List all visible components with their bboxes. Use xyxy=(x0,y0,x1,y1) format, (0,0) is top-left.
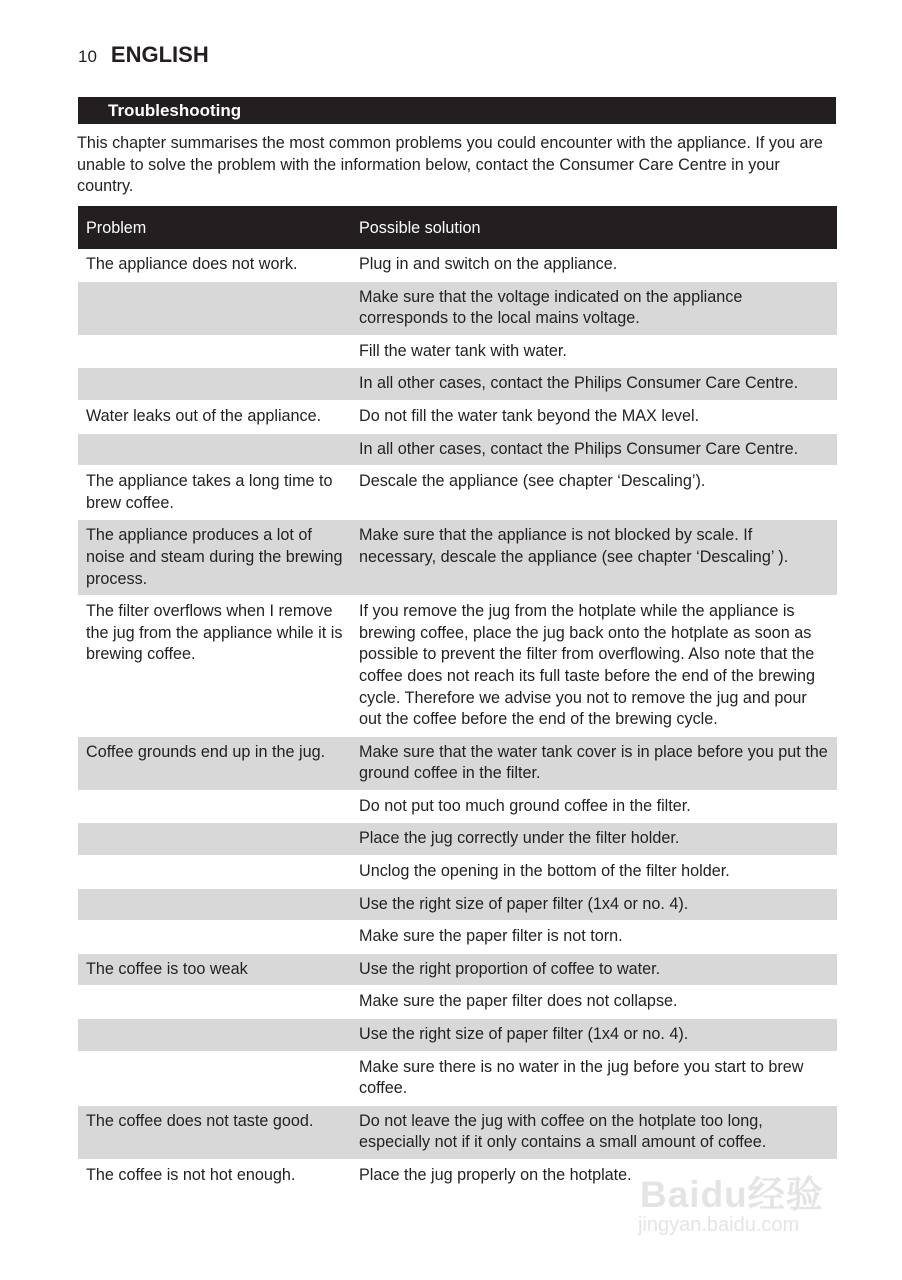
problem-cell xyxy=(78,433,351,466)
problem-cell xyxy=(78,856,351,889)
problem-cell xyxy=(78,790,351,823)
solution-cell: Place the jug correctly under the filter holder. xyxy=(351,823,837,856)
problem-cell xyxy=(78,921,351,954)
table-row xyxy=(78,856,837,889)
problem-cell: The filter overflows when I remove the jug from the appliance while it is brewing coffee. xyxy=(78,596,351,737)
column-header-problem: Problem xyxy=(78,206,351,249)
table-row xyxy=(78,520,837,596)
table-row xyxy=(78,736,837,790)
page-header xyxy=(78,42,209,68)
table-row xyxy=(78,790,837,823)
table-row xyxy=(78,1105,837,1159)
solution-cell: If you remove the jug from the hotplate while the appliance is brewing coffee, place the jug back onto the hotplate as soon as possible to prevent the filter from overflowing. Also note that the coffee does not reach its full taste before the end of the brewing cycle. Therefore we advise you not to remove the jug and pour out the coffee before the end of the brewing cycle. xyxy=(351,596,837,737)
intro-paragraph: This chapter summarises the most common problems you could encounter with the appliance. If you are unable to solve the problem with the information below, contact the Consumer Care Centre in your country. xyxy=(77,134,823,195)
solution-cell: Make sure there is no water in the jug before you start to brew coffee. xyxy=(351,1051,837,1105)
column-header-solution: Possible solution xyxy=(351,206,837,249)
table-row xyxy=(78,400,837,433)
problem-cell: The coffee is too weak xyxy=(78,953,351,986)
solution-cell: Make sure that the water tank cover is in place before you put the ground coffee in the filter. xyxy=(351,736,837,790)
table-row xyxy=(78,953,837,986)
solution-cell: Do not fill the water tank beyond the MAX level. xyxy=(351,400,837,433)
problem-cell: Coffee grounds end up in the jug. xyxy=(78,736,351,790)
problem-cell: The appliance takes a long time to brew coffee. xyxy=(78,466,351,520)
solution-cell: Use the right proportion of coffee to water. xyxy=(351,953,837,986)
problem-cell: Water leaks out of the appliance. xyxy=(78,400,351,433)
baidu-watermark xyxy=(628,1164,868,1272)
problem-cell xyxy=(78,823,351,856)
solution-cell: Do not put too much ground coffee in the filter. xyxy=(351,790,837,823)
section-title: Troubleshooting xyxy=(108,101,242,120)
solution-cell: In all other cases, contact the Philips Consumer Care Centre. xyxy=(351,433,837,466)
table-row xyxy=(78,888,837,921)
solution-cell: Use the right size of paper filter (1x4 or no. 4). xyxy=(351,888,837,921)
problem-cell xyxy=(78,888,351,921)
section-title-bar xyxy=(78,97,836,124)
watermark-logo: Baidu经验 xyxy=(640,1174,824,1215)
table-row xyxy=(78,986,837,1019)
table-row xyxy=(78,921,837,954)
table-header-row xyxy=(78,206,837,249)
solution-cell: Plug in and switch on the appliance. xyxy=(359,255,618,273)
table-row xyxy=(78,1051,837,1105)
table-row xyxy=(78,433,837,466)
table-row xyxy=(78,368,837,401)
table-row xyxy=(78,281,837,335)
problem-cell: The coffee does not taste good. xyxy=(78,1105,351,1159)
language-heading: ENGLISH xyxy=(110,42,209,67)
table-row xyxy=(78,1019,837,1052)
solution-cell: Make sure that the appliance is not blocked by scale. If necessary, descale the appliance (see chapter ‘Descaling’ ). xyxy=(351,520,837,596)
solution-cell: Use the right size of paper filter (1x4 or no. 4). xyxy=(351,1019,837,1052)
solution-cell: Make sure the paper filter does not collapse. xyxy=(351,986,837,1019)
problem-cell: The coffee is not hot enough. xyxy=(78,1160,351,1192)
table-row xyxy=(78,335,837,368)
problem-cell: The appliance does not work. xyxy=(86,255,298,273)
solution-cell: Make sure the paper filter is not torn. xyxy=(351,921,837,954)
table-row xyxy=(78,249,837,281)
problem-cell xyxy=(78,335,351,368)
solution-cell: Fill the water tank with water. xyxy=(351,335,837,368)
table-row xyxy=(78,596,837,737)
solution-cell: Do not leave the jug with coffee on the hotplate too long, especially not if it only contains a small amount of coffee. xyxy=(351,1105,837,1159)
page-number: 10 xyxy=(78,47,97,66)
problem-cell xyxy=(78,986,351,1019)
solution-cell: Place the jug properly on the hotplate. xyxy=(351,1160,837,1192)
problem-cell xyxy=(78,281,351,335)
troubleshooting-table xyxy=(78,206,837,1192)
table-row xyxy=(78,466,837,520)
watermark-url: jingyan.baidu.com xyxy=(638,1214,800,1236)
problem-cell xyxy=(78,1051,351,1105)
problem-cell xyxy=(78,368,351,401)
solution-cell: Make sure that the voltage indicated on the appliance corresponds to the local mains voltage. xyxy=(351,281,837,335)
solution-cell: Descale the appliance (see chapter ‘Descaling’). xyxy=(351,466,837,520)
problem-cell xyxy=(78,1019,351,1052)
solution-cell: In all other cases, contact the Philips Consumer Care Centre. xyxy=(351,368,837,401)
table-row xyxy=(78,823,837,856)
problem-cell: The appliance produces a lot of noise and steam during the brewing process. xyxy=(78,520,351,596)
solution-cell: Unclog the opening in the bottom of the filter holder. xyxy=(351,856,837,889)
